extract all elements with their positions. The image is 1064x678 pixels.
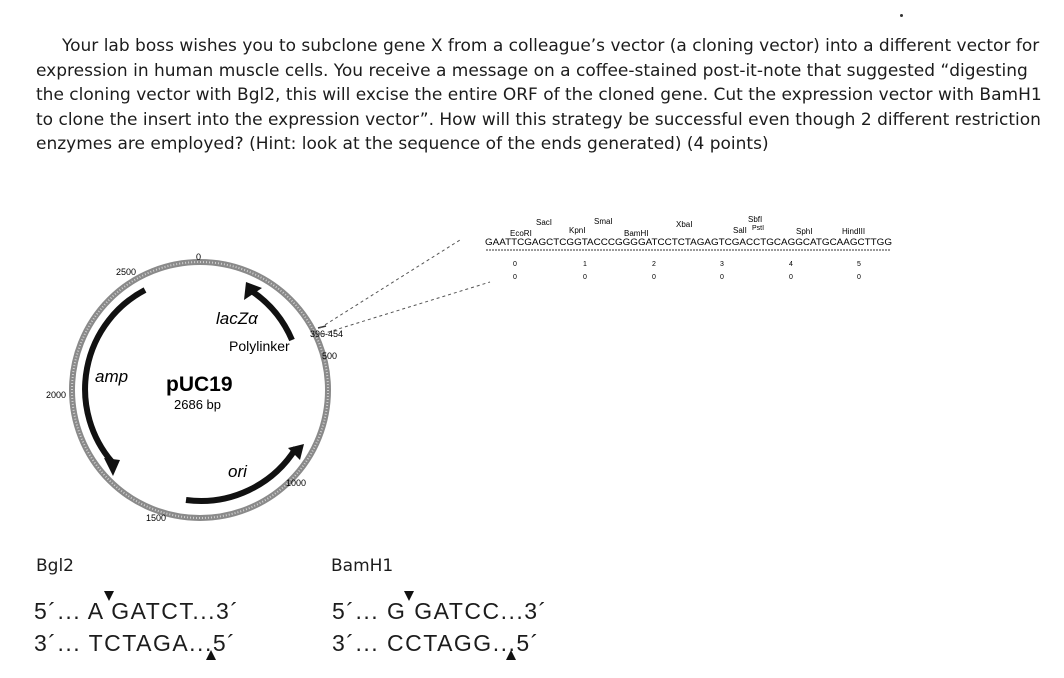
mcs-pos-3: 3 [720,261,724,268]
site-xbai: XbaI [676,220,693,229]
tick-1500: 1500 [146,513,167,523]
tick-500: 500 [322,351,338,361]
mcs-pos-b3: 0 [720,274,724,281]
mcs-pos-4: 4 [789,261,793,268]
site-ecori: EcoRI [510,229,532,238]
mcs-pos-b0: 0 [513,274,517,281]
polylinker-range: 396-454 [310,329,344,339]
site-psti: PstI [752,225,765,232]
bamh1-top-strand: 5´... G GATCC...3´ [332,598,548,624]
bgl2-bottom-strand: 3´... TCTAGA...5´ [34,630,237,656]
tick-1000: 1000 [286,478,307,488]
bamh1-label: BamH1 [331,556,394,576]
zoom-line-bottom [322,282,490,334]
site-saci: SacI [536,218,553,227]
bamh1-bottom-strand: 3´... CCTAGG...5´ [332,630,540,656]
mcs-pos-0: 0 [513,261,517,268]
ori-label: ori [228,462,247,481]
bgl2-label: Bgl2 [36,556,74,576]
tick-2000: 2000 [46,390,67,400]
site-sbfi: SbfI [748,215,763,224]
plasmid-size: 2686 bp [174,397,221,412]
mcs-pos-1: 1 [583,261,587,268]
mcs-pos-b5: 0 [857,274,861,281]
site-sphi: SphI [796,227,813,236]
mcs-pos-b4: 0 [789,274,793,281]
site-sali: SalI [733,226,747,235]
amp-label: amp [95,367,129,386]
plasmid-name: pUC19 [166,373,233,396]
site-kpni: KpnI [569,226,586,235]
mcs-pos-2: 2 [652,261,656,268]
bgl2-top-strand: 5´... A GATCT...3´ [34,598,240,624]
tick-0: 0 [196,252,202,262]
zoom-line-top [320,240,460,328]
question-text: Your lab boss wishes you to subclone gene X from a colleague’s vector (a cloning vector) into a different vector for expression in human muscle cells. You receive a message on a coffee-stained post-it-note that suggested “digesting the cloning vector with Bgl2, this will excise the entire ORF of the cloned gene. Cut the expression vector with BamH1 to clone the insert into the expression vector”. How will this strategy be successful even though 2 different restriction enzymes are employed? (Hint: look at the sequence of the ends generated) (4 points) [36,36,1042,154]
site-hindiii: HindIII [842,227,866,236]
mcs-pos-b1: 0 [583,274,587,281]
lacz-label: lacZα [216,309,258,328]
tick-2500: 2500 [116,267,137,277]
site-smai: SmaI [594,217,613,226]
mcs-pos-5: 5 [857,261,861,268]
polylinker-label: Polylinker [229,338,290,354]
site-bamhi: BamHI [624,229,649,238]
mcs-sequence: GAATTCGAGCTCGGTACCCGGGGATCCTCTAGAGTCGACCTGCAGGCATGCAAGCTTGG [485,237,892,247]
mcs-pos-b2: 0 [652,274,656,281]
